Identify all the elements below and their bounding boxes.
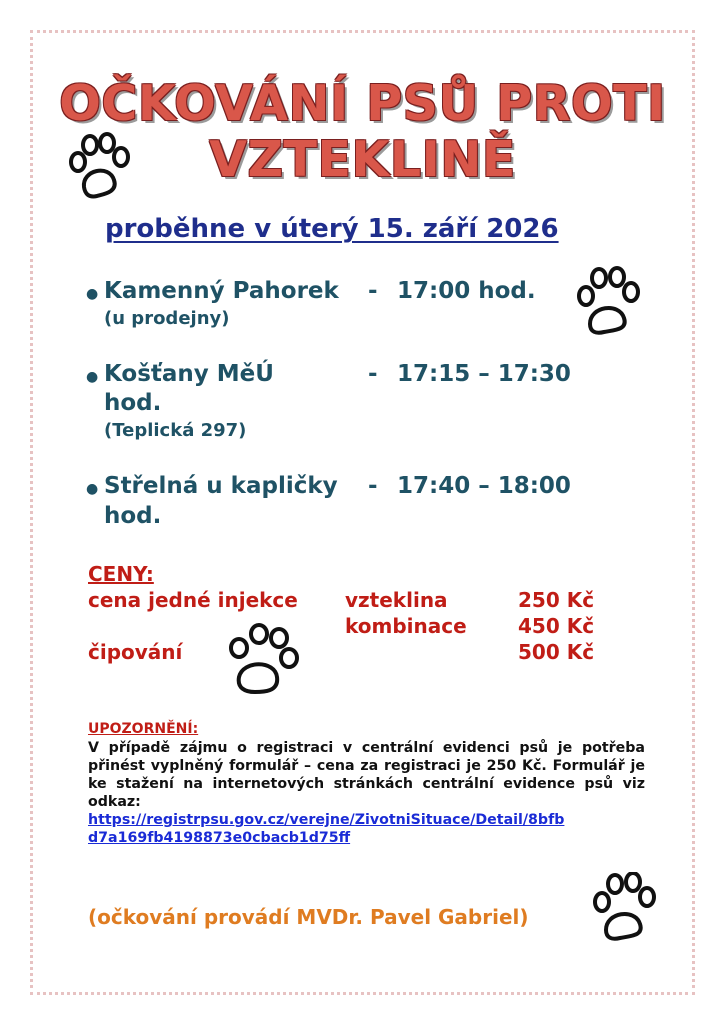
rabies-label: vzteklina [345, 588, 448, 612]
rabies-price: 250 Kč [518, 588, 595, 612]
location-time: 17:40 – 18:00 [397, 473, 571, 499]
vet-credit: (očkování provádí MVDr. Pavel Gabriel) [88, 905, 529, 929]
injection-label: cena jedné injekce [88, 588, 298, 612]
location-dash: - [368, 361, 378, 387]
location-dash: - [368, 278, 378, 304]
location-dash: - [368, 473, 378, 499]
location-name: Kamenný Pahorek [104, 278, 339, 304]
chip-price: 500 Kč [518, 640, 595, 664]
location-time: 17:15 – 17:30 [397, 361, 571, 387]
location-name: Košťany MěÚ [104, 361, 274, 387]
chip-label: čipování [88, 640, 183, 664]
registry-link-line-1[interactable]: https://registrpsu.gov.cz/verejne/ZivotniSituace/Detail/8bfb [88, 812, 565, 828]
location-note: (u prodejny) [104, 308, 230, 329]
location-time: 17:00 hod. [397, 278, 536, 304]
paw-print-icon [574, 266, 644, 341]
notice-heading: UPOZORNĚNÍ: [88, 721, 199, 737]
page-title-line-1: OČKOVÁNÍ PSŮ PROTI [59, 75, 666, 132]
location-name: Střelná u kapličky [104, 473, 338, 499]
bullet-icon: ● [86, 286, 99, 302]
location-note: (Teplická 297) [104, 420, 247, 441]
bullet-icon: ● [86, 481, 99, 497]
bullet-icon: ● [86, 369, 99, 385]
notice-body: V případě zájmu o registraci v centrální evidenci psů je potřeba přinést vyplněný formulář – cena za registraci je 250 Kč. Formulář je ke stažení na internetových stránkách centrální evidence psů viz odkaz: [88, 740, 645, 810]
combo-label: kombinace [345, 614, 467, 638]
registry-link-line-2[interactable]: d7a169fb4198873e0cbacb1d75ff [88, 830, 351, 846]
prices-heading: CENY: [88, 562, 154, 586]
page-title-line-2: VZTEKLINĚ [209, 131, 516, 188]
combo-price: 450 Kč [518, 614, 595, 638]
paw-print-icon [225, 622, 300, 702]
notice-text [88, 739, 645, 847]
location-time-continued: hod. [104, 503, 162, 529]
event-date: proběhne v úterý 15. září 2026 [105, 214, 559, 244]
paw-print-icon [590, 872, 660, 947]
location-time-continued: hod. [104, 390, 162, 416]
